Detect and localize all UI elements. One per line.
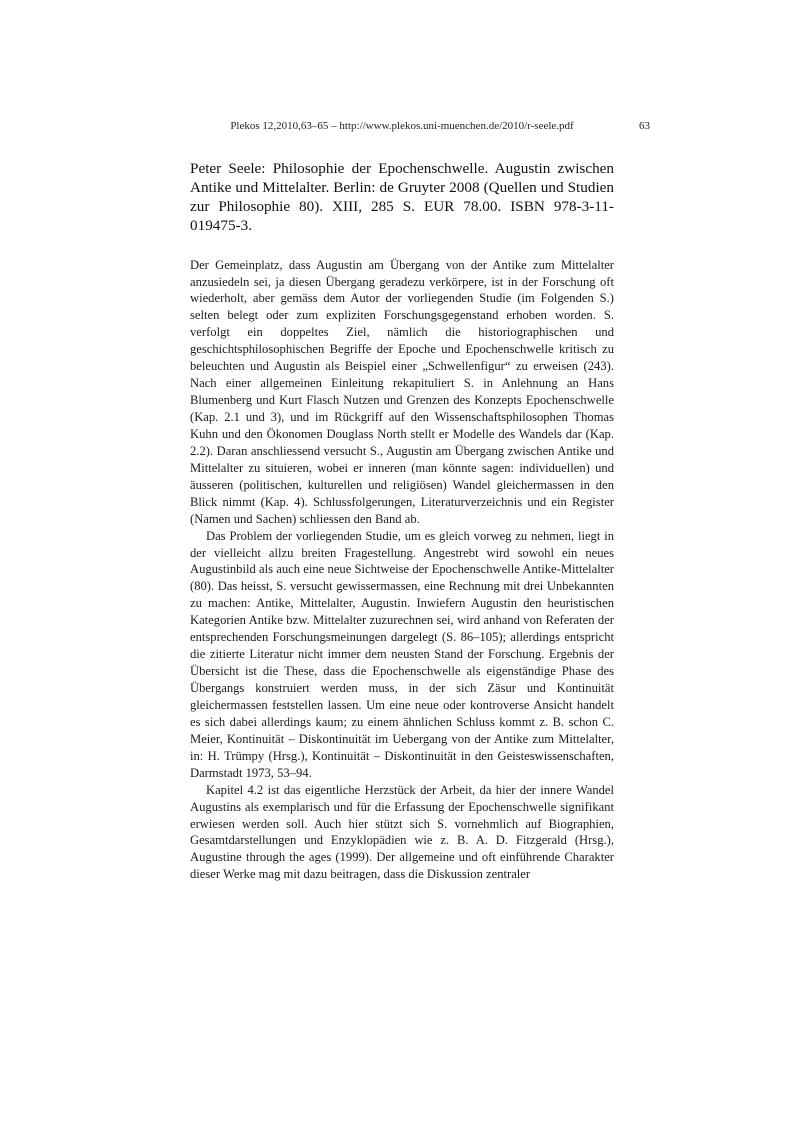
running-header <box>190 120 650 133</box>
page-number: 63 <box>639 120 650 132</box>
body-paragraph-1: Der Gemeinplatz, dass Augustin am Übergang von der Antike zum Mittelalter anzusiedeln sei, ja diesen Übergang geradezu verkörpere, ist in der Forschung oft wiederholt, aber gemäss dem Autor der vorliegenden Studie (im Folgenden S.) selten belegt oder zum expliziten Forschungsgegenstand erhoben worden. S. verfolgt ein doppeltes Ziel, nämlich die historiographischen und geschichtsphilosophischen Begriffe der Epoche und Epochenschwelle kritisch zu beleuchten und Augustin als Beispiel einer „Schwellenfigur“ zu erweisen (243). Nach einer allgemeinen Einleitung rekapituliert S. in Anlehnung an Hans Blumenberg und Kurt Flasch Nutzen und Grenzen des Konzepts Epochenschwelle (Kap. 2.1 und 3), und im Rückgriff auf den Wissenschaftsphilosophen Thomas Kuhn und den Ökonomen Douglass North stellt er Modelle des Wandels dar (Kap. 2.2). Daran anschliessend versucht S., Augustin am Übergang zwischen Antike und Mittelalter zu situieren, wobei er inneren (man könnte sagen: individuellen) und äusseren (politischen, kulturellen und religiösen) Wandel gleichermassen in den Blick nimmt (Kap. 4). Schlussfolgerungen, Literaturverzeichnis und ein Register (Namen und Sachen) schliessen den Band ab. <box>190 257 614 526</box>
review-body <box>190 257 614 884</box>
review-title: Peter Seele: Philosophie der Epochenschwelle. Augustin zwischen Antike und Mittelalter. Berlin: de Gruyter 2008 (Quellen und Studien zur Philosophie 80). XIII, 285 S. EUR 78.00. ISBN 978-3-11-019475-3. <box>190 160 614 235</box>
body-paragraph-3: Kapitel 4.2 ist das eigentliche Herzstück der Arbeit, da hier der innere Wandel Augustins als exemplarisch und für die Erfassung der Epochenschwelle signifikant erwiesen werden soll. Auch hier stützt sich S. vornehmlich auf Biographien, Gesamtdarstellungen und Enzyklopädien wie z. B. A. D. Fitzgerald (Hrsg.), Augustine through the ages (1999). Der allgemeine und oft einführende Charakter dieser Werke mag mit dazu beitragen, dass die Diskussion zentraler <box>190 782 614 882</box>
body-paragraph-2: Das Problem der vorliegenden Studie, um es gleich vorweg zu nehmen, liegt in der vielleicht allzu breiten Fragestellung. Angestrebt wird sowohl ein neues Augustinbild als auch eine neue Sichtweise der Epochenschwelle Antike-Mittelalter (80). Das heisst, S. versucht gewissermassen, eine Rechnung mit drei Unbekannten zu machen: Antike, Mittelalter, Augustin. Inwiefern Augustin den heuristischen Kategorien Antike bzw. Mittelalter zuzurechnen sei, wird anhand von Referaten der entsprechenden Forschungsmeinungen dargelegt (S. 86–105); allerdings entspricht die zitierte Literatur nicht immer dem neusten Stand der Forschung. Ergebnis der Übersicht ist die These, dass die Epochenschwelle als eigenständige Phase des Übergangs konstruiert werden muss, in der sich Zäsur und Kontinuität gleichermassen feststellen lassen. Um eine neue oder kontroverse Ansicht handelt es sich dabei allerdings kaum; zu einem ähnlichen Schluss kommt z. B. schon C. Meier, Kontinuität – Diskontinuität im Uebergang von der Antike zum Mittelalter, in: H. Trümpy (Hrsg.), Kontinuität – Diskontinuität in den Geisteswissenschaften, Darmstadt 1973, 53–94. <box>190 528 614 780</box>
page-content <box>190 120 650 883</box>
running-title: Plekos 12,2010,63–65 – http://www.plekos.uni-muenchen.de/2010/r-seele.pdf <box>230 120 574 132</box>
